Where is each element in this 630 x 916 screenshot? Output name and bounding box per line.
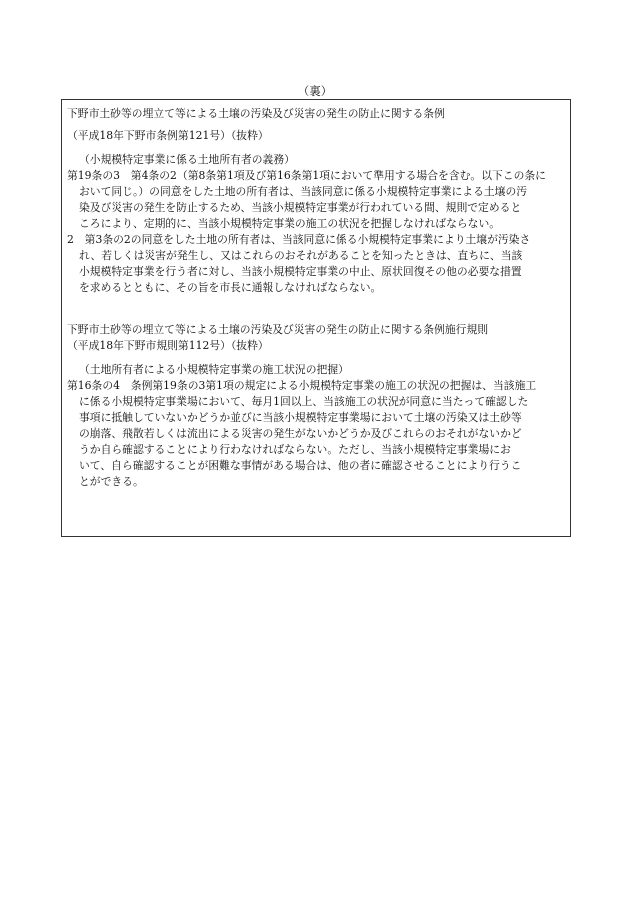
text-line: れ、若しくは災害が発生し、又はこれらのおそれがあることを知ったときは、直ちに、当該 xyxy=(79,249,523,262)
text-line: を求めるとともに、その旨を市長に通報しなければならない。 xyxy=(79,281,382,294)
rules-number: （平成18年下野市規則第112号）（抜粋） xyxy=(67,339,269,352)
text-line: おいて同じ。）の同意をした土地の所有者は、当該同意に係る小規模特定事業による土壌の汚 xyxy=(79,185,528,198)
rules-article-16-4 xyxy=(67,378,565,490)
text-line: ころにより、定期的に、当該小規模特定事業の施工の状況を把握しなければならない。 xyxy=(79,217,501,230)
ordinance-article-heading: （小規模特定事業に係る土地所有者の義務） xyxy=(79,153,295,166)
text-line: いて、自ら確認することが困難な事情がある場合は、他の者に確認させることにより行うこ xyxy=(79,459,522,472)
ordinance-excerpt-box xyxy=(61,99,571,537)
text-line: 事項に抵触していないかどうか並びに当該小規模特定事業場において土壌の汚染又は土砂等 xyxy=(79,411,522,424)
ordinance-title: 下野市土砂等の埋立て等による土壌の汚染及び災害の発生の防止に関する条例 xyxy=(67,107,445,120)
text-line: 第19条の3 第4条の2（第8条第1項及び第16条第1項において準用する場合を含む。以下この条に xyxy=(67,169,546,182)
rules-title: 下野市土砂等の埋立て等による土壌の汚染及び災害の発生の防止に関する条例施行規則 xyxy=(67,323,489,336)
text-line: の崩落、飛散若しくは流出による災害の発生がないかどうか及びこれらのおそれがないかど xyxy=(79,427,522,440)
text-line: 2 第3条の2の同意をした土地の所有者は、当該同意に係る小規模特定事業により土壌が汚染さ xyxy=(67,233,531,246)
text-line: 小規模特定事業を行う者に対し、当該小規模特定事業の中止、原状回復その他の必要な措置 xyxy=(79,265,522,278)
ordinance-article-19-3-para-1 xyxy=(67,168,565,232)
reverse-side-label: （裏） xyxy=(297,84,333,98)
text-line: 第16条の4 条例第19条の3第1項の規定による小規模特定事業の施工の状況の把握は、当該施工 xyxy=(67,379,537,392)
text-line: に係る小規模特定事業場において、毎月1回以上、当該施工の状況が同意に当たって確認した xyxy=(79,395,529,408)
text-line: 染及び災害の発生を防止するため、当該小規模特定事業が行われている間、規則で定めると xyxy=(79,201,522,214)
text-line: うか自ら確認することにより行わなければならない。ただし、当該小規模特定事業場にお xyxy=(79,443,511,456)
ordinance-number: （平成18年下野市条例第121号）（抜粋） xyxy=(67,129,269,142)
text-line: とができる。 xyxy=(79,475,144,488)
rules-article-heading: （土地所有者による小規模特定事業の施工状況の把握） xyxy=(79,363,349,376)
ordinance-article-19-3-para-2 xyxy=(67,232,565,296)
